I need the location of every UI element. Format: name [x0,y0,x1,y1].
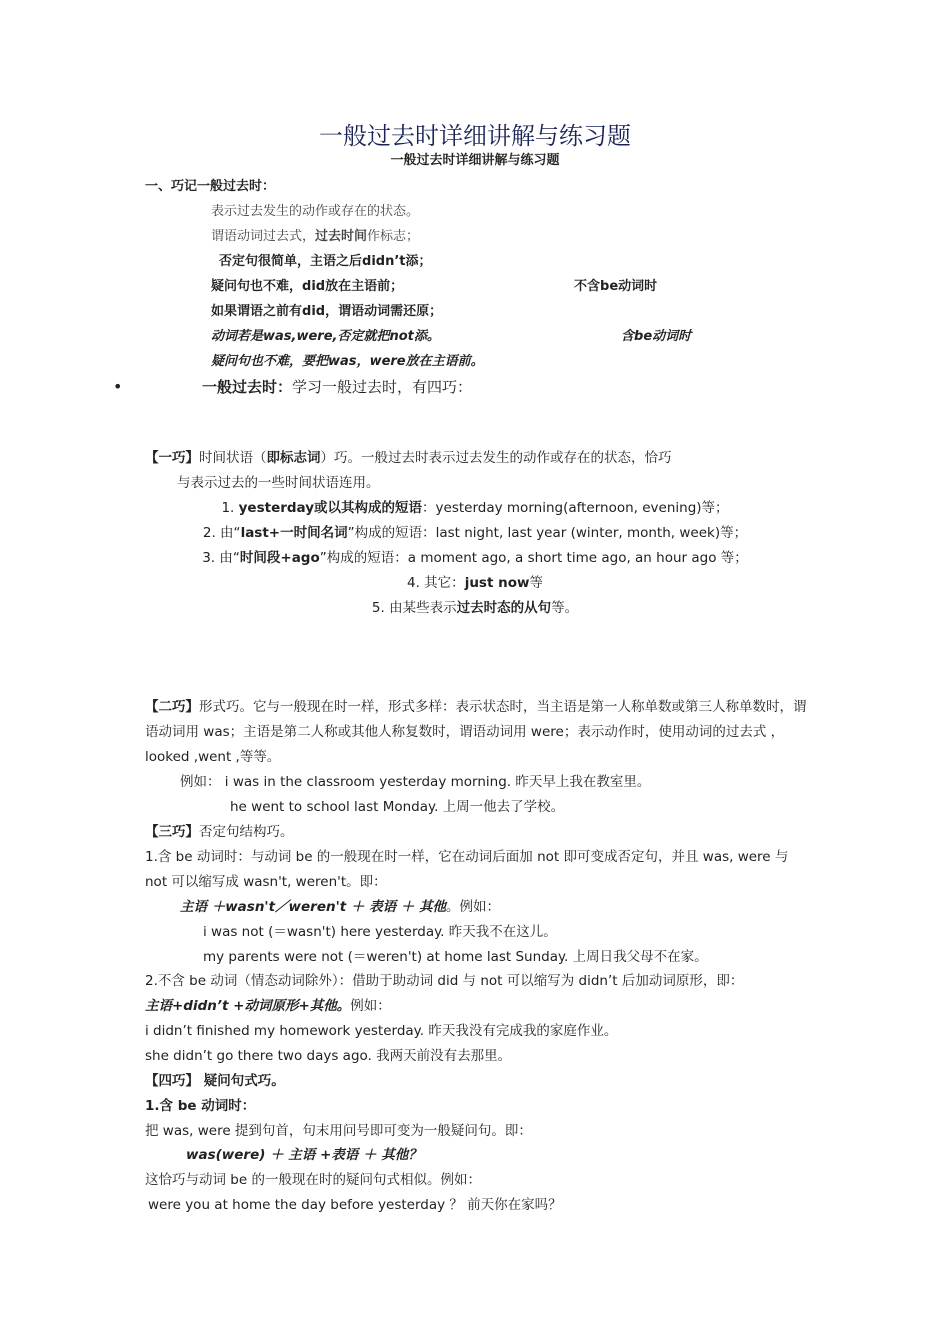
example-line [180,772,650,792]
text-run: didn’t [362,254,406,269]
text-run: 时间段 [239,550,281,566]
text-run: 。例如： [445,899,500,915]
text-run: she didn’t go there two days ago. 我两天前没有去那里。 [145,1048,512,1064]
text-run: 如果谓语之前有 [211,304,303,319]
text-run: 一般过去时： [202,378,293,396]
text-run: ， [356,354,370,369]
list-item [0,548,950,568]
paragraph-line [145,747,280,767]
list-item [0,598,950,618]
text-run: weren't [288,899,347,915]
text-run: i was not (＝wasn't) here yesterday. 昨天我不在这儿。 [203,924,557,940]
text-run: 动词若是 [211,329,264,344]
text-run: 这恰巧与动词 be 的一般现在时的疑问句式相似。例如： [145,1172,481,1188]
text-run: were you at home the day before yesterday ？ 前天你在家吗？ [148,1197,562,1213]
text-run: 动词时 [652,329,692,344]
text-run: 【三巧】 [145,824,199,840]
rhyme-line [211,202,419,222]
bullet-dot: • [113,377,123,396]
text-run: 1.含 be 动词时：与动词 be 的一般现在时一样，它在动词后面加 not 即可变成否定句，并且 was, were 与 [145,849,789,865]
text-run: i didn’t finished my homework yesterday. 昨天我没有完成我的家庭作业。 [145,1023,618,1039]
rhyme-line [219,252,432,272]
paragraph-line [145,448,672,468]
text-run: 【四巧】 疑问句式巧。 [145,1073,285,1089]
text-run: 3. 由“ [202,550,240,566]
rhyme-line [211,327,440,347]
text-run: 表示过去发生的动作或存在的状态。 [211,204,420,219]
rhyme-line [211,302,442,322]
text-run: 1.含 be 动词时： [145,1098,256,1114]
text-run: 例如： i was in the classroom yesterday morning. 昨天早上我在教室里。 [180,774,651,790]
text-run: did [302,279,326,294]
text-run: 把 was, were 提到句首，句末用问号即可变为一般疑问句。即： [145,1123,532,1139]
text-run: 1. [221,500,239,516]
text-run: 一时间名词 [280,525,348,541]
text-run: did [302,304,326,319]
text-run: was(were) ＋ 主语 +表语 ＋ 其他？ [186,1147,422,1163]
text-run: be [634,329,653,344]
text-run: 作标志； [367,229,420,244]
rhyme-line [211,352,484,372]
paragraph-line [145,971,743,991]
text-run: 主语 ＋ [180,899,226,915]
text-run: 一、巧记一般过去时： [145,179,276,194]
formula-line [186,1145,422,1165]
text-run: 2.不含 be 动词（情态动词除外）：借助于助动词 did 与 not 可以缩写为 didn’t 后加动词原形，即： [145,973,744,989]
text-run: 4. 其它： [407,575,465,591]
text-run: were [369,354,406,369]
list-item [0,498,950,518]
text-run: 即标志词 [266,450,321,466]
text-run: be [600,279,619,294]
text-run: 否定句结构巧。 [199,824,294,840]
text-run: 放在主语前； [325,279,404,294]
text-run: 【一巧】 [145,450,199,466]
document-subtitle: 一般过去时详细讲解与练习题 [390,153,560,168]
text-run: 动词时 [618,279,658,294]
text-run: he went to school last Monday. 上周一他去了学校。 [230,799,565,815]
section-heading-3 [145,822,294,842]
paragraph-line [145,872,387,892]
paragraph-line [145,1170,481,1190]
text-run: 时间状语（ [199,450,267,466]
formula-line [145,996,391,1016]
text-run: 过去时间 [315,229,368,244]
list-item [0,573,950,593]
text-run: 过去时态的从句 [456,600,552,616]
text-run: 添； [405,254,432,269]
section-heading-1 [145,177,275,197]
text-run: 学习一般过去时，有四巧： [292,378,473,396]
text-run: ，谓语动词需还原； [325,304,443,319]
bullet-text [202,376,472,398]
text-run: 【二巧】 [145,699,199,715]
text-run: 与表示过去的一些时间状语连用。 [177,475,380,491]
paragraph-line [145,1121,532,1141]
text-run: ／ [275,899,289,915]
list-item [0,523,950,543]
rhyme-line [211,277,403,297]
text-run: wasn't [225,899,276,915]
side-note [574,277,657,297]
text-run: just now [464,575,530,591]
paragraph-line [145,722,784,742]
example-line [145,1021,617,1041]
text-run: 主语+didn’t +动词原形+其他。 [145,998,351,1014]
example-line [230,797,564,817]
side-note [621,327,691,347]
text-run: 等。 [551,600,579,616]
text-run: was [328,354,357,369]
text-run: 或以其构成的短语 [314,500,423,516]
text-run: was,were, [263,329,338,344]
text-run: 否定句很简单，主语之后 [219,254,363,269]
text-run: yesterday [238,500,315,516]
paragraph-line [145,697,807,717]
text-run: looked ,went ,等等。 [145,749,281,765]
text-run: ：yesterday morning(afternoon, evening)等； [422,500,729,516]
text-run: 等 [529,575,543,591]
example-line [148,1195,562,1215]
example-line [203,922,557,942]
text-run: ”构成的短语：a moment ago, a short time ago, an hour ago 等； [319,550,748,566]
text-run: 语动词用 was；主语是第二人称或其他人称复数时，谓语动词用 were；表示动作时，使用动词的过去式 ， [145,724,785,740]
text-run: 5. 由某些表示 [371,600,457,616]
text-run: 疑问句也不难， [211,279,303,294]
example-line [203,947,708,967]
text-run: not 可以缩写成 wasn't, weren't。即： [145,874,387,890]
text-run: 否定就把 [337,329,390,344]
example-line [145,1046,511,1066]
text-run: 谓语动词过去式， [211,229,316,244]
text-run: ”构成的短语：last night, last year (winter, month, week)等； [347,525,748,541]
text-run: +ago [280,550,320,566]
formula-line [180,897,500,917]
sub-heading [145,1096,255,1116]
text-run: 含 [621,329,635,344]
text-run: ）巧。一般过去时表示过去发生的动作或存在的状态，恰巧 [320,450,672,466]
text-run: not [389,329,414,344]
paragraph-line [145,847,788,867]
text-run: my parents were not (＝weren't) at home last Sunday. 上周日我父母不在家。 [203,949,708,965]
text-run: ＋ 表语 ＋ 其他 [346,899,446,915]
text-run: 2. 由“ [202,525,241,541]
text-run: 放在主语前。 [405,354,484,369]
section-heading-4 [145,1071,285,1091]
paragraph-line [177,473,380,493]
text-run: 不含 [574,279,601,294]
text-run: last+ [240,525,281,541]
text-run: 形式巧。它与一般现在时一样，形式多样：表示状态时，当主语是第一人称单数或第三人称单数时，谓 [199,699,807,715]
document-title: 一般过去时详细讲解与练习题 [319,122,631,150]
text-run: 例如： [350,998,391,1014]
rhyme-line [211,227,419,247]
text-run: 疑问句也不难，要把 [211,354,329,369]
text-run: 添。 [413,329,440,344]
